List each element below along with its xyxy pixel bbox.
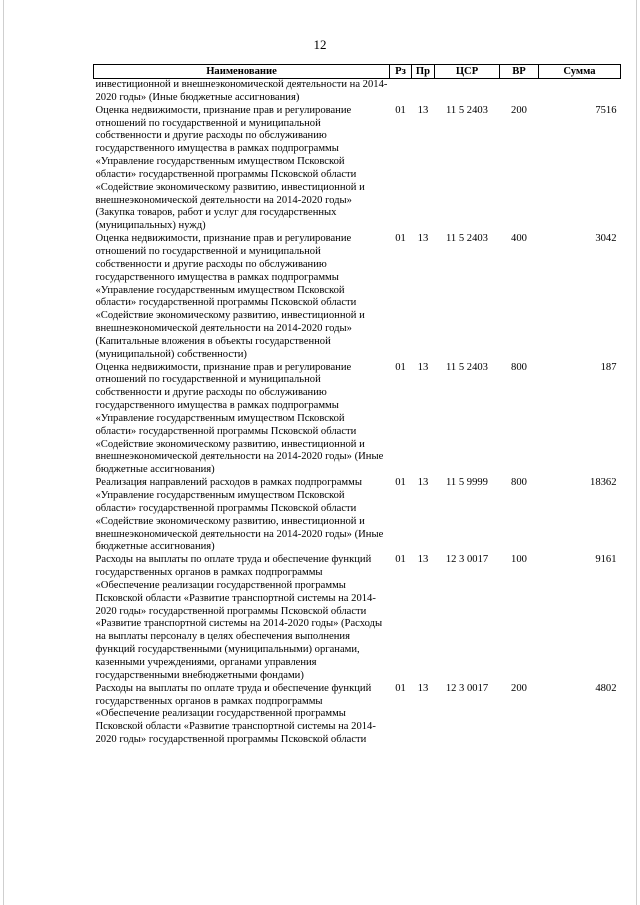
- row-pr: 13: [417, 554, 429, 566]
- table-row: [94, 233, 621, 361]
- row-csr: 12 3 0017: [445, 682, 489, 694]
- row-vr: 100: [511, 554, 527, 566]
- row-name: Оценка недвижимости, признание прав и регулирование отношений по государственной и муниципальной собственности и другие расходы по обслуживанию государственного имущества в рамках подпрограммы «Управление государственным имуществом Псковской области» государственной программы Псковской области «Содействие экономическому развитию, инвестиционной и внешнеэкономической деятельности на 2014-2020 годы» (Капитальные вложения в объекты государственной (муниципальной) собственности): [95, 233, 365, 360]
- row-rz: 01: [395, 233, 406, 245]
- header-pr: Пр: [412, 65, 435, 79]
- row-pr: [412, 79, 435, 105]
- row-vr: 400: [511, 233, 527, 245]
- row-rz: [390, 79, 412, 105]
- table-body: [94, 79, 621, 747]
- header-vr: ВР: [500, 65, 539, 79]
- row-sum: 187: [600, 361, 617, 373]
- header-row: [94, 65, 621, 79]
- budget-table: [93, 64, 621, 747]
- row-vr: 200: [511, 682, 527, 694]
- table-row: [94, 554, 621, 682]
- row-csr: 11 5 2403: [446, 104, 488, 116]
- row-csr: 11 5 9999: [446, 477, 488, 489]
- scan-edge-right: [636, 0, 637, 905]
- row-sum: 3042: [595, 233, 617, 245]
- row-name: Расходы на выплаты по оплате труда и обеспечение функций государственных органов в рамках подпрограммы «Обеспечение реализации государственной программы Псковской области «Развитие транспортной системы на 2014-2020 годы» государственной программы Псковской области «Развитие транспортной системы на 2014-2020 годы» (Расходы на выплаты персоналу в целях обеспечения выполнения функций государственными (муниципальными) органами, казенными учреждениями, органами управления государственными внебюджетными фондами): [95, 554, 383, 681]
- row-rz: 01: [395, 682, 406, 694]
- row-csr: 11 5 2403: [446, 233, 488, 245]
- row-rz: 01: [395, 104, 406, 116]
- row-pr: 13: [417, 682, 429, 694]
- header-rz: Рз: [390, 65, 412, 79]
- table-row: [94, 362, 621, 478]
- row-pr: 13: [417, 361, 429, 373]
- row-rz: 01: [395, 554, 406, 566]
- table-row: [94, 105, 621, 233]
- row-name: Оценка недвижимости, признание прав и регулирование отношений по государственной и муниципальной собственности и другие расходы по обслуживанию государственного имущества в рамках подпрограммы «Управление государственным имуществом Псковской области» государственной программы Псковской области «Содействие экономическому развитию, инвестиционной и внешнеэкономической деятельности на 2014-2020 годы» (Закупка товаров, работ и услуг для государственных (муниципальных) нужд): [95, 104, 365, 232]
- row-vr: 200: [511, 104, 527, 116]
- row-name: Реализация направлений расходов в рамках подпрограммы «Управление государственным имуществом Псковской области» государственной программы Псковской области «Содействие экономическому развитию, инвестиционной и внешнеэкономической деятельности на 2014-2020 годы» (Иные бюджетные ассигнования): [95, 477, 384, 553]
- row-name: Расходы на выплаты по оплате труда и обеспечение функций государственных органов в рамках подпрограммы «Обеспечение реализации государственной программы Псковской области «Развитие транспортной системы на 2014-2020 годы» государственной программы Псковской области: [95, 682, 376, 746]
- row-name: инвестиционной и внешнеэкономической деятельности на 2014-2020 годы» (Иные бюджетные ассигнования): [95, 79, 388, 103]
- row-vr: 800: [511, 477, 527, 489]
- row-csr: 12 3 0017: [445, 554, 489, 566]
- row-sum: 4802: [595, 682, 617, 694]
- row-sum: 18362: [590, 477, 617, 489]
- row-csr: [435, 79, 500, 105]
- header-sum: Сумма: [539, 65, 621, 79]
- header-name: Наименование: [94, 65, 390, 79]
- row-sum: [539, 79, 621, 105]
- row-sum: 7516: [595, 104, 617, 116]
- row-csr: 11 5 2403: [446, 361, 488, 373]
- row-pr: 13: [417, 104, 429, 116]
- table-row: [94, 683, 621, 747]
- row-vr: [500, 79, 539, 105]
- row-rz: 01: [395, 477, 406, 489]
- row-pr: 13: [417, 233, 429, 245]
- header-csr: ЦСР: [435, 65, 500, 79]
- page-number: 12: [313, 37, 327, 52]
- row-name: Оценка недвижимости, признание прав и регулирование отношений по государственной и муниципальной собственности и другие расходы по обслуживанию государственного имущества в рамках подпрограммы «Управление государственным имуществом Псковской области» государственной программы Псковской области «Содействие экономическому развитию, инвестиционной и внешнеэкономической деятельности на 2014-2020 годы» (Иные бюджетные ассигнования): [95, 361, 384, 476]
- table-row: [94, 79, 621, 105]
- table-header: [94, 65, 621, 79]
- scan-edge-left: [3, 0, 4, 905]
- row-sum: 9161: [595, 554, 617, 566]
- table-row: [94, 477, 621, 554]
- row-pr: 13: [417, 477, 429, 489]
- row-vr: 800: [511, 361, 527, 373]
- row-rz: 01: [395, 361, 406, 373]
